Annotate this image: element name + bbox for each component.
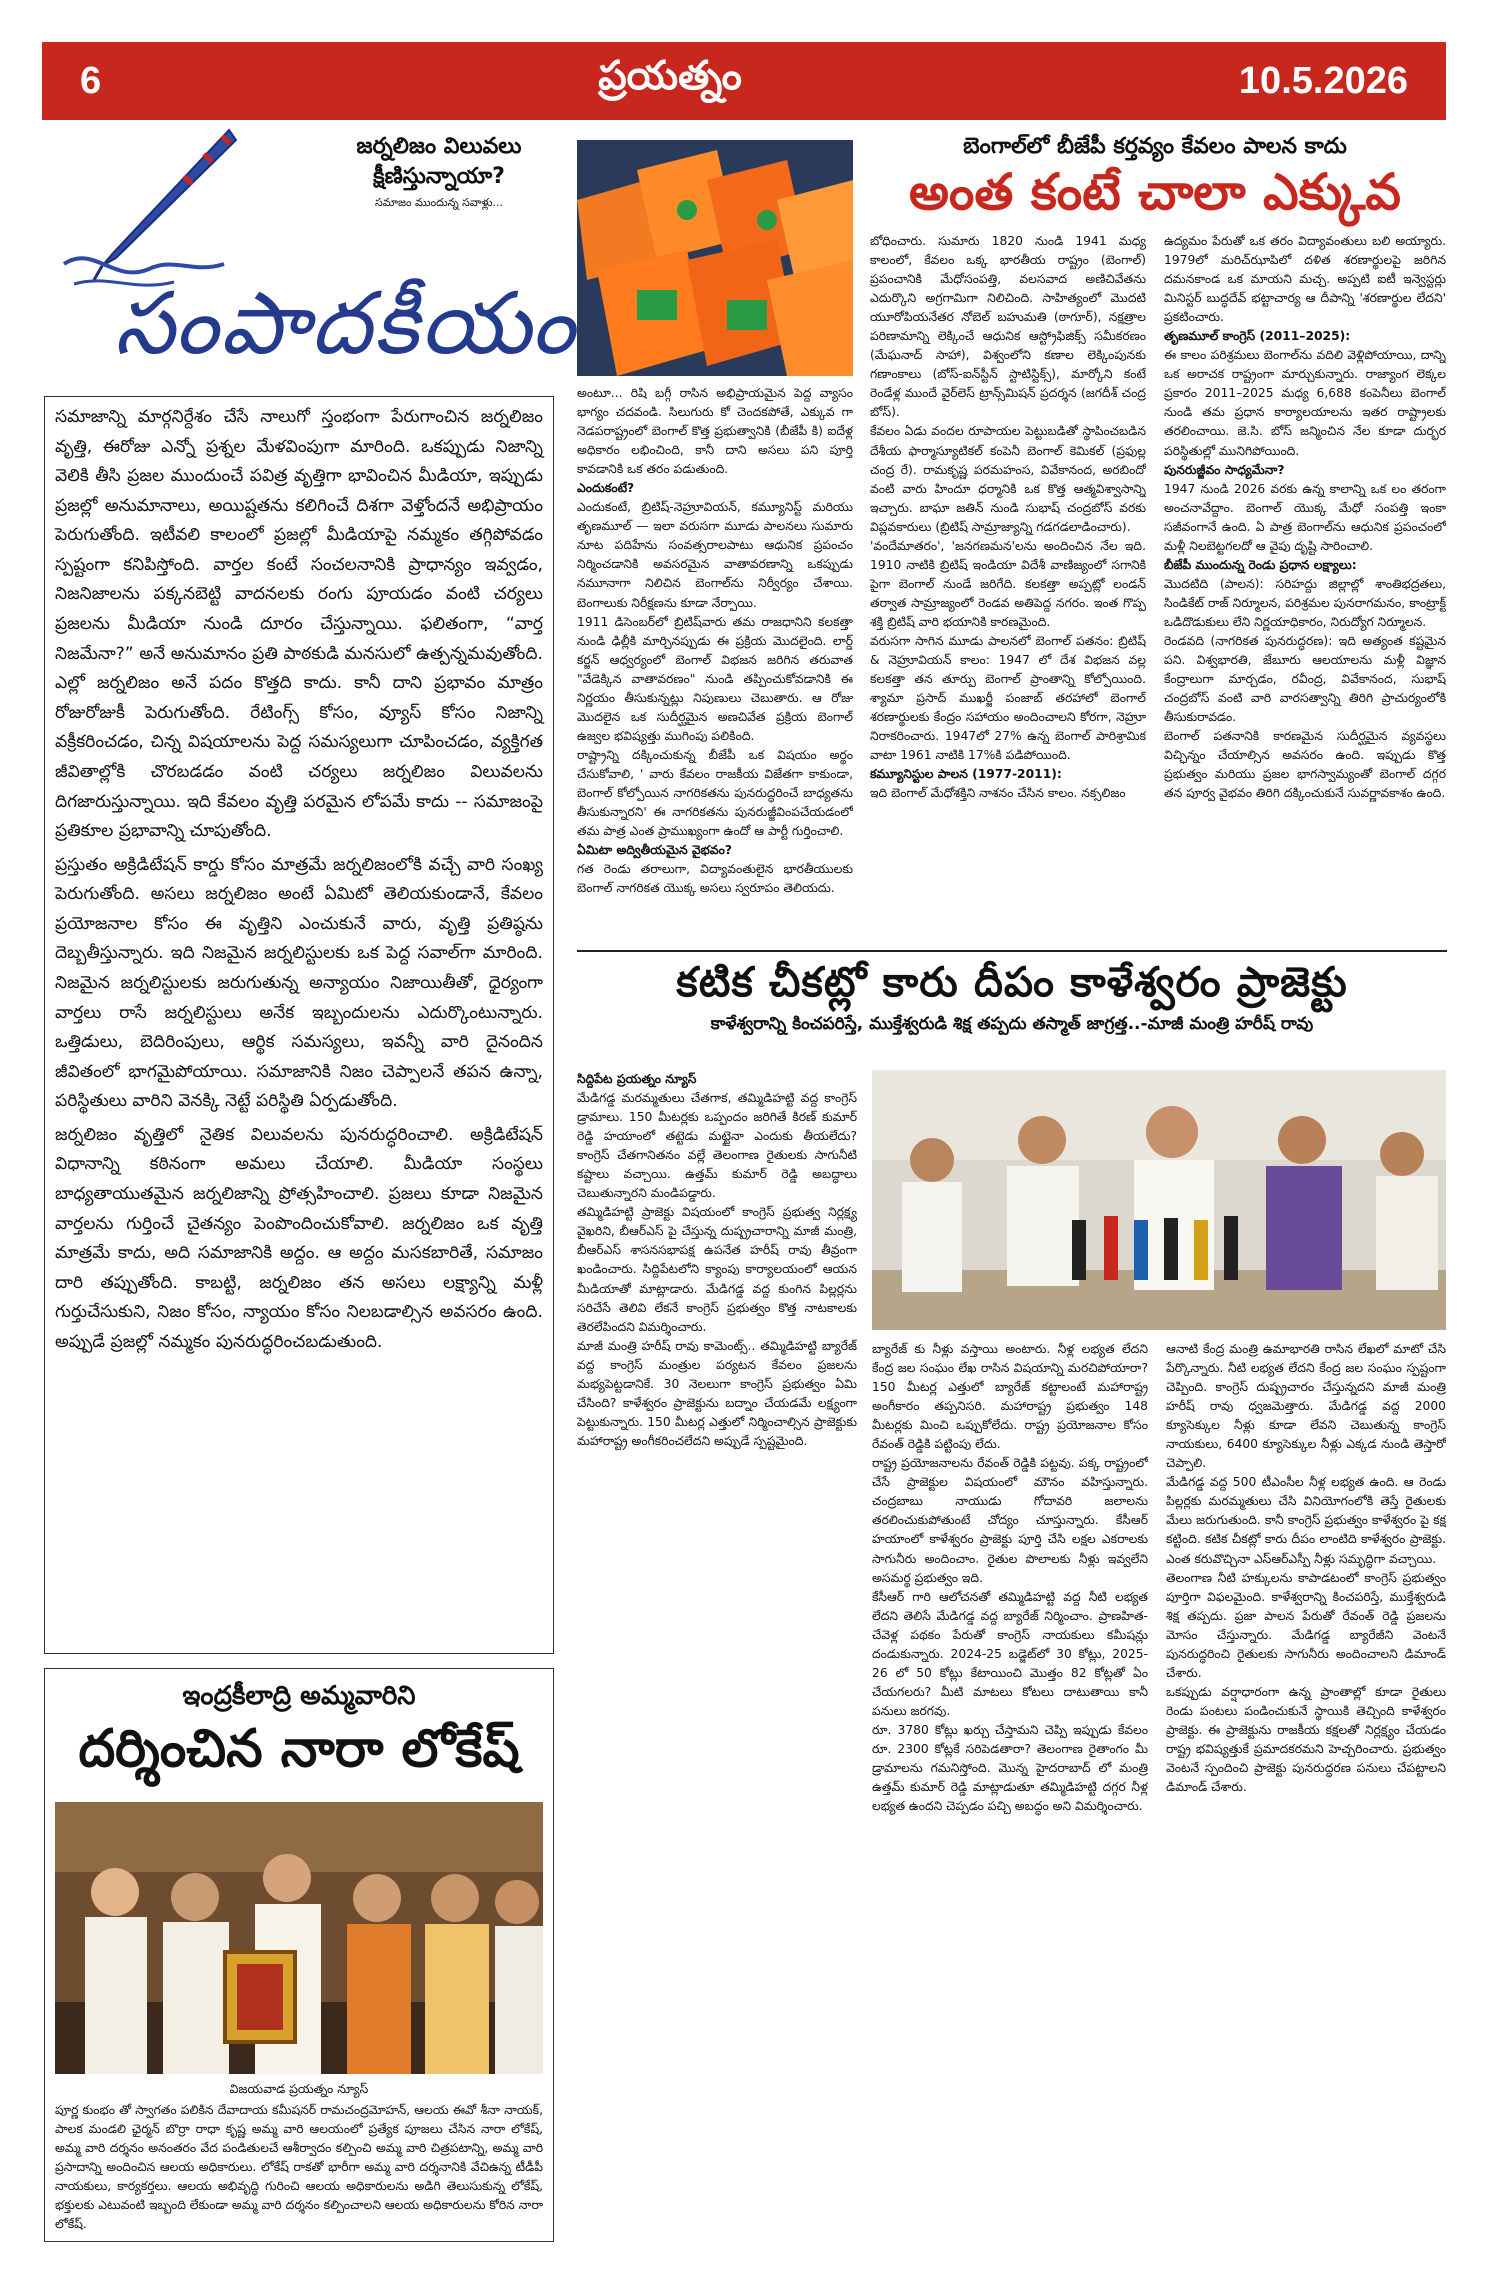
bjp-flags-photo (577, 140, 853, 376)
pen-illustration-icon (54, 124, 244, 294)
editorial-kicker-line3: సమాజం ముందున్న సవాళ్లు... (375, 196, 503, 209)
lokesh-headline: దర్శించిన నారా లోకేష్ (78, 1719, 520, 1779)
kaleshwaram-column-1 (577, 1070, 857, 2242)
kaleshwaram-paragraph: మేడిగడ్డ వద్ద 500 టీఎంసీల నీళ్ల లభ్యత ఉంది. ఆ రెండు పిల్లర్లకు మరమ్మతులు చేసి వినియోగంలోకి తెస్తే రైతులకు మేలు జరుగుతుంది. కానీ కాంగ్రెస్ ప్రభుత్వం కాళేశ్వరం పై కక్ష కట్టింది. కటిక చీకట్లో కారు దీపం లాంటిది కాళేశ్వరం ప్రాజెక్టు. ఎంత కరువొచ్చినా ఎస్ఆర్ఎస్పీ నీళ్లు సమృద్ధిగా వచ్చాయి. (1166, 1475, 1446, 1566)
bengal-paragraph: రాష్ట్రాన్ని దక్కించుకున్న బీజేపీ ఒక విషయం అర్థం చేసుకోవాలి, ' వారు కేవలం రాజకీయ విజేతగా కాకుండా, బెంగాల్ కోల్పోయిన నాగరికతను పునరుద్ధరించే బాధ్యతను తీసుకున్నారని' ఈ నాగరికతను పునరుజ్జీవింపచేయడంలో తమ పాత్ర ఎంత ప్రాముఖ్యంగా ఉందో ఆ పార్టీ గుర్తించాలి. (577, 747, 853, 839)
kaleshwaram-paragraph: తమ్మిడిహట్టి ప్రాజెక్టు విషయంలో కాంగ్రెస్ ప్రభుత్వ నిర్లక్ష్య వైఖరిని, బీఆర్ఎస్ పై చేస్తున్న దుష్ప్రచారాన్ని మాజీ మంత్రి, బీఆర్ఎస్ శాసనసభాపక్ష ఉపనేత హరీష్ రావు తీవ్రంగా ఖండించారు. సిద్దిపేటలోని క్యాంపు కార్యాలయంలో ఆయన మీడియాతో మాట్లాడారు. మేడిగడ్డ వద్ద కుంగిన పిల్లర్లను సరిచేసే తెలివి లేకనే కాంగ్రెస్ ప్రభుత్వం కొత్త నాటకాలకు తెరలేపిందని విమర్శించారు. (577, 1205, 857, 1334)
bengal-headline: అంత కంటే చాలా ఎక్కువ (909, 162, 1401, 221)
kaleshwaram-headline: కటిక చీకట్లో కారు దీపం కాళేశ్వరం ప్రాజెక్టు (676, 958, 1348, 1006)
editorial-paragraph: జర్నలిజం వృత్తిలో నైతిక విలువలను పునరుద్ధరించాలి. అక్రిడిటేషన్ విధానాన్ని కఠినంగా అమలు చేయాలి. మీడియా సంస్థలు బాధ్యతాయుతమైన జర్నలిజాన్ని ప్రోత్సహించాలి. ప్రజలు కూడా నిజమైన వార్తలను గుర్తించే చైతన్యం పెంపొందించుకోవాలి. జర్నలిజం ఒక వృత్తి మాత్రమే కాదు, అది సమాజానికి అద్దం. ఆ అద్దం మసకబారితే, సమాజం దారి తప్పుతోంది. కాబట్టి, జర్నలిజం తన అసలు లక్ష్యాన్ని మళ్లీ గుర్తుచేసుకుని, నిజం కోసం, న్యాయం కోసం నిలబడాల్సిన అవసరం ఉంది. అప్పుడే ప్రజల్లో నమ్మకం పునరుద్ధరించబడుతుంది. (55, 1124, 543, 1352)
masthead (42, 42, 1446, 120)
lokesh-body: పూర్ణ కుంభం తో స్వాగతం పలికిన దేవాదాయ కమీషనర్ రామచంద్రమోహన్, ఆలయ ఈవో శీనా నాయక్, పాలక మండలి ఛైర్మన్ బొర్రా రాధా కృష్ణ అమ్మ వారి ఆలయంలో ప్రత్యేక పూజలు చేసిన నారా లోకేష్, అమ్మ వారి దర్శనం అనంతరం వేద పండితులచే ఆశీర్వాదం కల్పించి అమ్మ వారి చిత్రపటాన్ని, అమ్మ వారి ప్రసాదాన్ని అందించిన ఆలయ అధికారులు. లోకేష్ రాకతో భారీగా అమ్మ వారి దర్శనానికి వేచిఉన్న టీడీపీ నాయకులు, కార్యకర్తలు. ఆలయ అభివృద్ధి గురించి ఆలయ అధికారులను అడిగి తెలుసుకున్న లోకేష్, భక్తులకు ఎటువంటి ఇబ్బంది లేకుండా అమ్మ వారి దర్శనం కల్పించాలని ఆలయ అధికారులను కోరిన నారా లోకేష్. (55, 2103, 543, 2232)
kaleshwaram-subhead: కాళేశ్వరాన్ని కించపరిస్తే, ముక్తేశ్వరుడి శిక్ష తప్పదు తస్మాత్ జాగ్రత్త..-మాజీ మంత్రి హరీష్ రావు (710, 1014, 1314, 1034)
editorial-kicker-line1: జర్నలిజం విలువలు (356, 134, 522, 159)
editorial-kicker (324, 134, 554, 212)
issue-date: 10.5.2026 (1238, 59, 1408, 102)
bengal-column-2 (870, 232, 1146, 944)
bengal-paragraph: ఉద్యమం పేరుతో ఒక తరం విద్యావంతులు బలి అయ్యారు. 1979లో మరిచ్‌ఝాపిలో దళిత శరణార్థులపై జరిగిన దమనకాండ ఒక మాయని మచ్చ. అప్పటి ఐటీ ఇన్వెస్టర్లు మినిస్టర్ బుద్ధదేవ్ భట్టాచార్య ఆ దీపాన్ని 'శరణార్థుల లేదని' ప్రకటించారు. (1164, 234, 1446, 325)
bengal-paragraph: ఈ కాలం పరిశ్రమలు బెంగాల్‌ను వదిలి వెళ్లిపోయాయి, దాన్ని ఒక అరాచక రాష్ట్రంగా మార్చుకున్నారు. రాజ్యాంగ లెక్కల ప్రకారం 2011–2025 మధ్య 6,688 కంపెనీలు బెంగాల్ నుండి తమ ప్రధాన కార్యాలయాలను ఇతర రాష్ట్రాలకు తరలించాయి. జె.సి. బోస్ జన్మించిన నేల కూడా దుర్భర పరిస్థితుల్లో మునిగిపోయింది. (1164, 348, 1446, 458)
bengal-subhead: తృణమూల్ కాంగ్రెస్ (2011–2025): (1164, 329, 1351, 344)
bengal-paragraph: 'వందేమాతరం', 'జనగణమన'లను అందించిన నేల ఇది. 1910 నాటికి బ్రిటిష్ ఇండియా విదేశీ వాణిజ్యంలో సగానికి పైగా బెంగాల్ నుండే జరిగేది. కలకత్తా అప్పట్లో లండన్ తర్వాత సామ్రాజ్యంలో రెండవ అతిపెద్ద నగరం. ఇంత గొప్ప శక్తి బ్రిటిష్ వారి భయానికి కారణమైంది. (870, 538, 1146, 629)
kaleshwaram-paragraph: ఒకప్పుడు వర్షాధారంగా ఉన్న ప్రాంతాల్లో కూడా రైతులు రెండు పంటలు పండించుకునే స్థాయికి తెచ్చింది కాళేశ్వరం ప్రాజెక్టు. ఈ ప్రాజెక్టును రాజకీయ కక్షలతో నిర్లక్ష్యం చేయడం రాష్ట్ర భవిష్యత్తుకే ప్రమాదకరమని హెచ్చరించారు. ప్రభుత్వం వెంటనే స్పందించి ప్రాజెక్టు పునరుద్ధరణ పనులు చేపట్టాలని డిమాండ్ చేశారు. (1166, 1684, 1446, 1795)
bengal-column-3 (1164, 232, 1446, 944)
editorial-kicker-line2: క్షీణిస్తున్నాయా? (373, 164, 505, 189)
lokesh-story (44, 1668, 554, 2242)
kaleshwaram-paragraph: ఆనాటి కేంద్ర మంత్రి ఉమాభారతి రాసిన లేఖలో మాటో చేసి పేర్కొన్నారు. నీటి లభ్యత లేదని కేంద్ర జల సంఘం స్పష్టంగా చెప్పింది. కాంగ్రెస్ దుష్ప్రచారం చేస్తున్నదని మాజీ మంత్రి హరీష్ రావు ధ్వజమెత్తారు. మేడిగడ్డ వద్ద 2000 క్యూసెక్కుల నీళ్లు కూడా లేవని చెబుతున్న కాంగ్రెస్ నాయకులు, 6400 క్యూసెక్కుల నీళ్లు ఎక్కడ నుండి తెస్తారో చెప్పాలి. (1166, 1342, 1446, 1471)
bengal-paragraph: మొదటిది (పాలన): సరిహద్దు జిల్లాల్లో శాంతిభద్రతలు, సిండికేట్ రాజ్ నిర్మూలన, పరిశ్రమల పునరాగమనం, కాంట్రాక్ట్ ఒడిదొడుకులు లేని నిర్ణయాధికారం, నిరుద్యోగ నిర్మూలన. (1164, 576, 1446, 629)
bengal-paragraph: వరుసగా సాగిన మూడు పాలనలో బెంగాల్ పతనం: బ్రిటిష్ & నెహ్రూవియన్ కాలం: 1947 లో దేశ విభజన వల్ల కలకత్తా తన తూర్పు బెంగాల్ ప్రాంతాన్ని కోల్పోయింది. శ్యామా ప్రసాద్ ముఖర్జీ పంజాబ్ తరహాలో బెంగాల్ శరణార్థులకు కేంద్రం సహాయం అందించాలని కోరగా, నెహ్రూ నిరాకరించారు. 1947లో 27% ఉన్న బెంగాల్ పారిశ్రామిక వాటా 1961 నాటికి 17%కి పడిపోయింది. (870, 633, 1146, 763)
press-meet-photo-art (872, 1070, 1446, 1330)
bengal-kicker: బెంగాల్‌లో బీజేపీ కర్తవ్యం కేవలం పాలన కాదు (963, 134, 1347, 159)
bengal-subhead: కమ్యూనిస్టుల పాలన (1977-2011): (870, 767, 1062, 782)
bengal-subhead: పునరుజ్జీవం సాధ్యమేనా? (1164, 462, 1285, 477)
press-meet-photo (872, 1070, 1446, 1330)
paper-name: ప్రయత్నం (598, 53, 742, 99)
kaleshwaram-column-3 (1166, 1340, 1446, 2242)
kaleshwaram-paragraph: రాష్ట్ర ప్రయోజనాలను రేవంత్ రెడ్డికి పట్టవు. పక్క రాష్ట్రంలో చేసే ప్రాజెక్టుల విషయంలో మౌనం వహిస్తున్నారు. చంద్రబాబు నాయుడు గోదావరి జలాలను తరలించుకుపోతుంటే చోద్యం చూస్తున్నారు. కేసీఆర్ హయాంలో కాళేశ్వరం ప్రాజెక్టు పూర్తి చేసి లక్షల ఎకరాలకు సాగునీరు అందించాం. రైతుల పొలాలకు నీళ్లు ఇవ్వలేని అసమర్థ ప్రభుత్వం ఇది. (872, 1456, 1148, 1585)
kaleshwaram-paragraph: మాజీ మంత్రి హరీష్ రావు కామెంట్స్.. తమ్మిడిహట్టి బ్యారేజ్ వద్ద కాంగ్రెస్ మంత్రుల పర్యటన కేవలం ప్రజలను మభ్యపెట్టడానికే. 30 నెలలుగా కాంగ్రెస్ ప్రభుత్వం ఏమి చేసింది? కాళేశ్వరం ప్రాజెక్టును బద్నాం చేయడమే లక్ష్యంగా పెట్టుకున్నారు. 150 మీటర్ల ఎత్తులో నిర్మించాల్సిన ప్రాజెక్టుకు మహారాష్ట్ర అంగీకరించలేదని అప్పుడే స్పష్టమైంది. (577, 1338, 857, 1448)
bengal-paragraph: కేవలం ఏడు వందల రూపాయల పెట్టుబడితో స్థాపించబడిన దేశీయ ఫార్మాస్యూటికల్ కంపెనీ బెంగాల్ కెమికల్ (ప్రఫుల్ల చంద్ర రే). రామకృష్ణ పరమహంస, వివేకానంద, అరబిందో వంటి వారు హిందూ ధర్మానికి ఒక కొత్త ఆత్మవిశ్వాసాన్ని ఇచ్చారు. బాఘా జతిన్ నుండి సుభాష్ చంద్రబోస్ వరకు విప్లవకారులు (బ్రిటిష్ సామ్రాజ్యాన్ని గడగడలాడించారు). (870, 424, 1146, 534)
bengal-paragraph: 1947 నుండి 2026 వరకు ఉన్న కాలాన్ని ఒక లం తరంగా అంచనావేద్దాం. బెంగాల్ యొక్క మేధో సంపత్తి ఇంకా సజీవంగానే ఉంది. ఏ పాత్ర బెంగాల్‌ను ఆధునిక ప్రపంచంలో మళ్లీ నిలబెట్టగలదో ఆ వైపు దృష్టి సారించాలి. (1164, 481, 1446, 553)
kaleshwaram-paragraph: మేడిగడ్డ మరమ్మతులు చేతగాక, తమ్మిడిహట్టి వద్ద కాంగ్రెస్ డ్రామాలు. 150 మీటర్లకు ఒప్పందం జరిగితే కిరణ్ కుమార్ రెడ్డి హయాంలో తట్టెడు మట్టైనా ఎందుకు తీయలేదు? కాంగ్రెస్ చేతగానితనం వల్లే తెలంగాణ రైతులకు సాగునీటి కష్టాలు వచ్చాయి. ఉత్తమ్ కుమార్ రెడ్డి అబద్ధాలు చెబుతున్నారని మండిపడ్డారు. (577, 1091, 857, 1201)
bengal-column-1 (577, 384, 853, 944)
editorial-paragraph: ప్రస్తుతం అక్రిడిటేషన్ కార్డు కోసం మాత్రమే జర్నలిజంలోకి వచ్చే వారి సంఖ్య పెరుగుతోంది. అసలు జర్నలిజం అంటే ఏమిటో తెలియకుండానే, కేవలం ప్రయోజనాల కోసం ఈ వృత్తిని ఎంచుకునే వారు, వృత్తి ప్రతిష్ఠను దెబ్బతీస్తున్నారు. ఇది నిజమైన జర్నలిస్టులకు ఒక పెద్ద సవాల్‌గా మారింది. నిజమైన జర్నలిస్టులకు జరుగుతున్న అన్యాయం నిజాయితీతో, ధైర్యంగా వార్తలు రాసే జర్నలిస్టులు అనేక ఇబ్బందులను ఎదుర్కొంటున్నారు. ఒత్తిడులు, బెదిరింపులు, ఆర్థిక సమస్యలు, ఇవన్నీ వారి దైనందిన జీవితంలో భాగమైపోయాయి. సమాజానికి నిజం చెప్పాలనే తపన ఉన్నా, పరిస్థితులు వారిని వెనక్కి నెట్టే పరిస్థితి ఏర్పడుతోంది. (55, 854, 543, 1112)
bengal-subhead: బీజేపీ ముందున్న రెండు ప్రధాన లక్ష్యాలు: (1164, 557, 1357, 572)
kaleshwaram-paragraph: తెలంగాణ నీటి హక్కులను కాపాడటంలో కాంగ్రెస్ ప్రభుత్వం పూర్తిగా విఫలమైంది. కాళేశ్వరాన్ని కించపరిస్తే, ముక్తేశ్వరుడి శిక్ష తప్పదు. ప్రజా పాలన పేరుతో రేవంత్ రెడ్డి ప్రజలను మోసం చేస్తున్నారు. మేడిగడ్డ బ్యారేజీని వెంటనే పునరుద్ధరించి రైతులకు సాగునీరు అందించాలని డిమాండ్ చేశారు. (1166, 1570, 1446, 1680)
kaleshwaram-column-2 (872, 1340, 1148, 2242)
editorial-body (44, 396, 554, 1654)
temple-visit-photo-art (55, 1802, 543, 2074)
bengal-paragraph: బోధించారు. సుమారు 1820 నుండి 1941 మధ్య కాలంలో, కేవలం ఒక్క భారతీయ రాష్ట్రం (బెంగాల్) ప్రపంచానికి మేధోసంపత్తి, వలసవాద అణిచివేతను ఎదుర్కొని అగ్రగామిగా నిలిచింది. సాహిత్యంలో మొదటి యూరోపియనేతర నోబెల్ బహుమతి (ఠాగూర్), నక్షత్రాల పరిణామాన్ని లెక్కించే ఆధునిక ఆస్ట్రోఫిజిక్స్ సమీకరణం (మేఘనాద్ సాహా), విశ్వంలోని కణాల లెక్కింపునకు గణాంకాలు (బోస్-ఐన్‌స్టీన్ స్టాటిస్టిక్స్), మార్కోని కంటే రెండేళ్ల ముందే వైర్‌లెస్ ట్రాన్స్‌మిషన్ ప్రదర్శన (జగదీశ్ చంద్ర బోస్). (870, 234, 1146, 420)
bengal-paragraph: బెంగాల్ పతనానికి కారణమైన సుదీర్ఘమైన వ్యవస్థలు విచ్ఛిన్నం చేయాల్సిన అవసరం ఉంది. ఇప్పుడు కొత్త ప్రభుత్వం మరియు ప్రజల భాగస్వామ్యంతో బెంగాల్ దగ్గర తన పూర్వ వైభవం తిరిగి దక్కించుకునే సువర్ణావకాశం ఉంది. (1164, 729, 1446, 801)
temple-visit-photo (55, 1802, 543, 2074)
kaleshwaram-paragraph: రూ. 3780 కోట్లు ఖర్చు చేస్తామని చెప్పి ఇప్పుడు కేవలం రూ. 2300 కోట్లకే సరిపెడతారా? తెలంగాణ రైతాంగం మీ డ్రామాలను గమనిస్తోంది. మొన్న హైదరాబాద్ లో మంత్రి ఉత్తమ్ కుమార్ రెడ్డి మాట్లాడుతూ తమ్మిడిహట్టి దగ్గర నీళ్ల లభ్యత ఉందని చెప్పడం పచ్చి అబద్ధం అని విమర్శించారు. (872, 1722, 1148, 1814)
page-number: 6 (80, 59, 102, 102)
kaleshwaram-paragraph: కేసీఆర్ గారి ఆలోచనతో తమ్మిడిహట్టి వద్ద నీటి లభ్యత లేదని తెలిసే మేడిగడ్డ వద్ద బ్యారేజ్ నిర్మించాం. ప్రాణహిత-చేవెళ్ల పథకం పేరుతో కాంగ్రెస్ నాయకులు కమీషన్లు దండుకున్నారు. 2024-25 బడ్జెట్‌లో 30 కోట్లు, 2025-26 లో 50 కోట్లు కేటాయించి మొత్తం 82 కోట్లతో ఏం చేయగలరు? మీటి మాటలు కోటలు దాటుతాయి కానీ పనులు జరగవు. (872, 1589, 1148, 1718)
kaleshwaram-byline: సిద్దిపేట ప్రయత్నం న్యూస్ (577, 1072, 697, 1086)
bengal-paragraph: 1911 డిసెంబర్‌లో బ్రిటిష్‌వారు తమ రాజధానిని కలకత్తా నుండి ఢిల్లీకి మార్చినప్పుడు ఈ ప్రక్రియ మొదలైంది. లార్డ్ కర్జన్ ఆధ్వర్యంలో బెంగాల్ విభజన జరిగిన తరువాత "వేడెక్కిన వాతావరణం" నుండి తప్పించుకోవడానికి ఈ నిర్ణయం తీసుకున్నట్లు నిపుణులు చెబుతారు. ఆ రోజు మొదలైన ఒక సుదీర్ఘమైన అణచివేత ప్రక్రియ బెంగాల్ ఉజ్వల భవిష్యత్తు ముగింపు పలికింది. (577, 614, 853, 743)
bjp-flags-photo-art (577, 140, 853, 376)
bengal-paragraph: రెండవది (నాగరికత పునరుద్ధరణ): ఇది అత్యంత కష్టమైన పని. విశ్వభారతి, జేబూరు ఆలయాలను మళ్లీ విజ్ఞాన కేంద్రాలుగా మార్చడం, రవీంద్ర, వివేకానంద, సుభాష్ చంద్రబోస్ వంటి వారి వారసత్వాన్ని తిరిగి ప్రాచుర్యంలోకి తీసుకురావడం. (1164, 633, 1446, 725)
lokesh-kicker: ఇంద్రకీలాద్రి అమ్మవారిని (182, 1681, 416, 1711)
section-divider (577, 950, 1447, 952)
bengal-subhead: ఏమిటా అద్వితీయమైన వైభవం? (577, 843, 732, 858)
kaleshwaram-paragraph: బ్యారేజ్ కు నీళ్లు వస్తాయి అంటారు. నీళ్ల లభ్యత లేదని కేంద్ర జల సంఘం లేఖ రాసిన విషయాన్ని మరచిపోయారా? 150 మీటర్ల ఎత్తులో బ్యారేజ్ కట్టాలంటే మహారాష్ట్ర అంగీకారం తప్పనిసరి. మహారాష్ట్ర ప్రభుత్వం 148 మీటర్లకు మించి ఒప్పుకోలేదు. రాష్ట్ర ప్రయోజనాల కోసం రేవంత్ రెడ్డికి పట్టింపు లేదు. (872, 1342, 1148, 1452)
lokesh-byline: విజయవాడ ప్రయత్నం న్యూస్ (229, 2082, 369, 2096)
editorial-paragraph: సమాజాన్ని మార్గనిర్దేశం చేసే నాలుగో స్తంభంగా పేరుగాంచిన జర్నలిజం వృత్తి, ఈరోజు ఎన్నో ప్రశ్నల మేళవింపుగా మారింది. ఒకప్పుడు నిజాన్ని వెలికి తీసి ప్రజల ముందుంచే పవిత్ర వృత్తిగా భావించిన మీడియా, ఇప్పుడు ప్రజల్లో అనుమానాలు, అయిష్టతను కలిగించే దిశగా వెళ్తోందనే అభిప్రాయం పెరుగుతోంది. ఇటీవలి కాలంలో ప్రజల్లో మీడియాపై నమ్మకం తగ్గిపోవడం స్పష్టంగా కనిపిస్తోంది. వార్తల కంటే సంచలనానికి ప్రాధాన్యం ఇవ్వడం, నిజనిజాలను పక్కనబెట్టి వాదనలకు రంగు పూయడం వంటి చర్యలు ప్రజలను మీడియా నుండి దూరం చేస్తున్నాయి. ఫలితంగా, “వార్త నిజమేనా?” అనే అనుమానం ప్రతి పాఠకుడి మనసులో ఉత్పన్నమవుతోంది. ఎల్లో జర్నలిజం అనే పదం కొత్తది కాదు. కానీ దాని ప్రభావం మాత్రం రోజురోజుకీ పెరుగుతోంది. రేటింగ్స్ కోసం, వ్యూస్ కోసం నిజాన్ని వక్రీకరించడం, చిన్న విషయాలను పెద్ద సమస్యలుగా చూపించడం, వ్యక్తిగత జీవితాల్లోకి చొరబడడం వంటి చర్యలు జర్నలిజం విలువలను దిగజారుస్తున్నాయి. ఇది కేవలం వృత్తి పరమైన లోపమే కాదు -- సమాజంపై ప్రతికూల ప్రభావాన్ని చూపుతోంది. (55, 407, 543, 842)
editorial-header (44, 124, 577, 394)
bengal-paragraph: గత రెండు తరాలుగా, విద్యావంతులైన భారతీయులకు బెంగాల్ నాగరికత యొక్క అసలు స్వరూపం తెలియదు. (577, 862, 853, 896)
bengal-paragraph: ఇది బెంగాల్ మేధోశక్తిని నాశనం చేసిన కాలం. నక్సలిజం (870, 786, 1126, 801)
bengal-paragraph: ఎందుకంటే, బ్రిటిష్-నెహ్రూవియన్, కమ్యూనిస్ట్ మరియు తృణమూల్ — ఇలా వరుసగా మూడు పాలనలు సుమారు నూట పదిహేను సంవత్సరాలపాటు ఆధునిక ప్రపంచం నిర్మించడానికి అవసరమైన వాతావరణాన్ని ఒకప్పుడు నమూనాగా నిలిచిన బెంగాల్‌ను నిర్వీర్యం చేశాయి. బెంగాలుకు నిరీక్షణను కూడా నేర్పాయి. (577, 500, 853, 610)
editorial-section-word: సంపాదకీయం (114, 274, 577, 374)
bengal-paragraph: అంటూ... రిషి బగ్గీ రాసిన అభిప్రాయమైన పెద్ద వ్యాసం భాగ్యం చదవండి. సిలుగురు కో చెందకపోతే, ఎక్కువ గా నెడపరాష్ట్రంలో బెంగాల్ కొత్త ప్రభుత్వానికి (బీజేపీ కి) ఐదేళ్ల అధికారం లభించింది, కానీ దాని అసలు పని పూర్తి కావడానికి ఒక తరం పడుతుంది. (577, 386, 853, 477)
bengal-subhead: ఎందుకంటే? (577, 481, 635, 496)
